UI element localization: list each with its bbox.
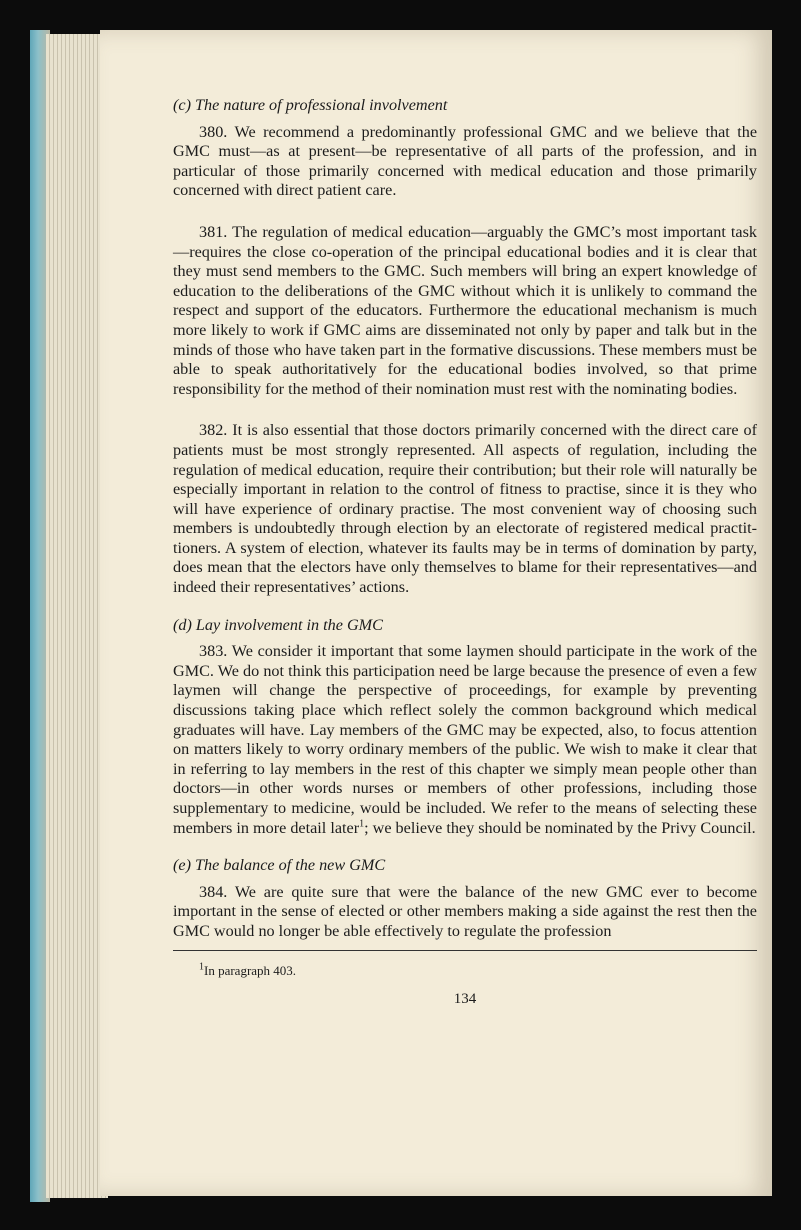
section-title: Lay involvement in the GMC [195, 615, 383, 634]
paragraph-382: 382. It is also essential that those doctors primarily concerned with the direct care of patients must be most strongly represented. All aspects of regulation, including the regulation of medical education, require their contribution; but their role will naturally be especially important in relation to the control of fitness to practise, since it is they who will have experience of ordinary practise. The most convenient way of choosing such members is undoubtedly through election by an electorate of registered medical practit-tioners. A system of election, whatever its faults may be in terms of domination by party, does mean that the electors have only themselves to blame for their representatives—and indeed their representatives’ actions. [173, 421, 757, 597]
page-stack [46, 34, 108, 1198]
paragraph-383-text: 383. We consider it important that some laymen should participate in the work of the GMC. We do not think this participation need be large because the presence of even a few laymen will change the perspective of proceedings, for example by preventing discussions taking place which reflect solely the common background which medical graduates will have. Lay members of the GMC may be expected, also, to focus attention on matters likely to worry ordinary members of the public. We wish to make it clear that in referring to lay members in the rest of this chapter we simply mean people other than doctors—in other words nurses or members of other professions, including those supplementary to medicine, would be included. We refer to the means of selecting these members in more detail later [173, 642, 757, 837]
paragraph-383 [173, 642, 757, 838]
section-e-heading: (e) The balance of the new GMC [173, 856, 386, 875]
section-letter: e [178, 856, 186, 875]
section-d-heading: (d) Lay involvement in the GMC [173, 615, 383, 634]
footnote-divider [173, 950, 757, 951]
section-letter: d [178, 615, 187, 634]
paragraph-380: 380. We recommend a predominantly professional GMC and we believe that the GMC must—as at present—be representative of all parts of the profession, and in particular of those primarily concerned with medical education and those primarily concerned with direct patient care. [173, 122, 757, 200]
section-letter: c [178, 96, 186, 114]
page-number: 134 [453, 991, 477, 1008]
paragraph-384: 384. We are quite sure that were the balance of the new GMC ever to become important in the sense of elected or other members making a side against the rest then the GMC would no longer be able effectively to regulate the profession [173, 882, 757, 940]
footnote-mark: 1 [199, 961, 204, 973]
footnote [199, 961, 757, 981]
section-title: The nature of professional involvement [195, 96, 448, 114]
footnote-text: In paragraph 403. [204, 962, 297, 978]
section-title: The balance of the new GMC [195, 856, 386, 875]
paragraph-383-end: ; we believe they should be nominated by the Privy Council. [364, 818, 756, 837]
footnote-ref: 1 [359, 818, 365, 830]
page-content [173, 96, 757, 1010]
paragraph-381: 381. The regulation of medical education—arguably the GMC’s most important task—requires the close co-operation of the principal educational bodies and it is clear that they must send members to the GMC. Such members will bring an expert knowledge of education to the deliberations of the GMC without which it is unlikely to command the respect and support of the educators. Furthermore the educational mechanism is much more likely to work if GMC aims are disseminated not only by paper and talk but in the minds of those who have taken part in the formative discussions. These members must be able to speak authoritatively for the educational bodies involved, so that prime responsibility for the method of their nomination must rest with the nominating bodies. [173, 222, 757, 398]
section-c-heading: (c) The nature of professional involvement [173, 96, 448, 114]
